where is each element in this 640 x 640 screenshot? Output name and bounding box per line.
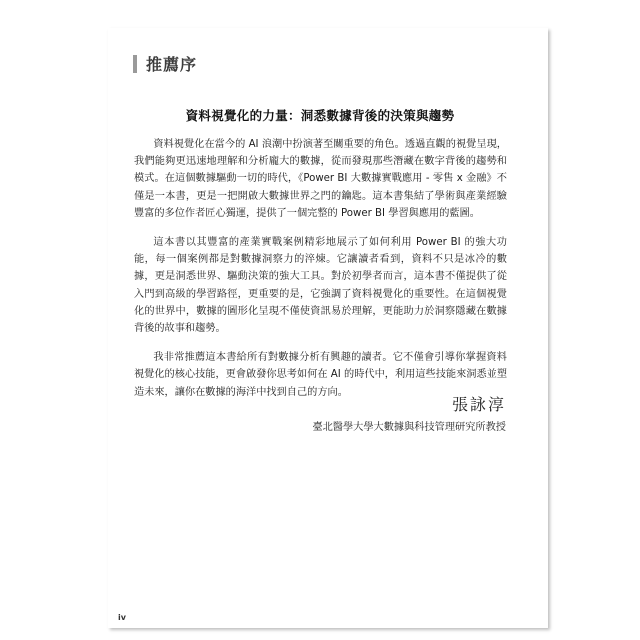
body-text [134,136,507,413]
paragraph-1: 資料視覺化在當今的 AI 浪潮中扮演著至關重要的角色。透過直觀的視覺呈現，我們能夠更迅速地理解和分析龐大的數據，從而發現那些潛藏在數字背後的趨勢和模式。在這個數據驅動一切的時代，《Power BI 大數據實戰應用 - 零售 x 金融》不僅是一本書，更是一把開啟大數據世界之門的鑰匙。這本書集結了學術與產業經驗豐富的多位作者匠心獨運，提供了一個完整的 Power BI 學習與應用的藍圖。 [134,139,507,219]
page-number: iv [118,613,126,622]
signature-title: 臺北醫學大學大數據與科技管理研究所教授 [312,422,506,433]
paragraph-2: 這本書以其豐富的產業實戰案例精彩地展示了如何利用 Power BI 的強大功能，每一個案例都是對數據洞察力的淬煉。它讓讀者看到，資料不只是冰冷的數據，更是洞悉世界、驅動決策的強大工具。對於初學者而言，這本書不僅提供了從入門到高級的學習路徑，更重要的是，它強調了資料視覺化的重要性。在這個視覺化的世界中，數據的圖形化呈現不僅使資訊易於理解，更能助力於洞察隱藏在數據背後的故事和趨勢。 [134,237,507,335]
header-accent-bar [133,55,137,73]
signature-name: 張詠淳 [451,395,506,414]
section-title: 推薦序 [146,55,198,74]
article-subtitle: 資料視覺化的力量：洞悉數據背後的決策與趨勢 [185,108,455,123]
section-header [133,52,197,75]
paragraph-3: 我非常推薦這本書給所有對數據分析有興趣的讀者。它不僅會引導你掌握資料視覺化的核心技能，更會啟發你思考如何在 AI 的時代中，利用這些技能來洞悉並塑造未來，讓你在數據的海洋中找到自己的方向。 [134,352,508,398]
